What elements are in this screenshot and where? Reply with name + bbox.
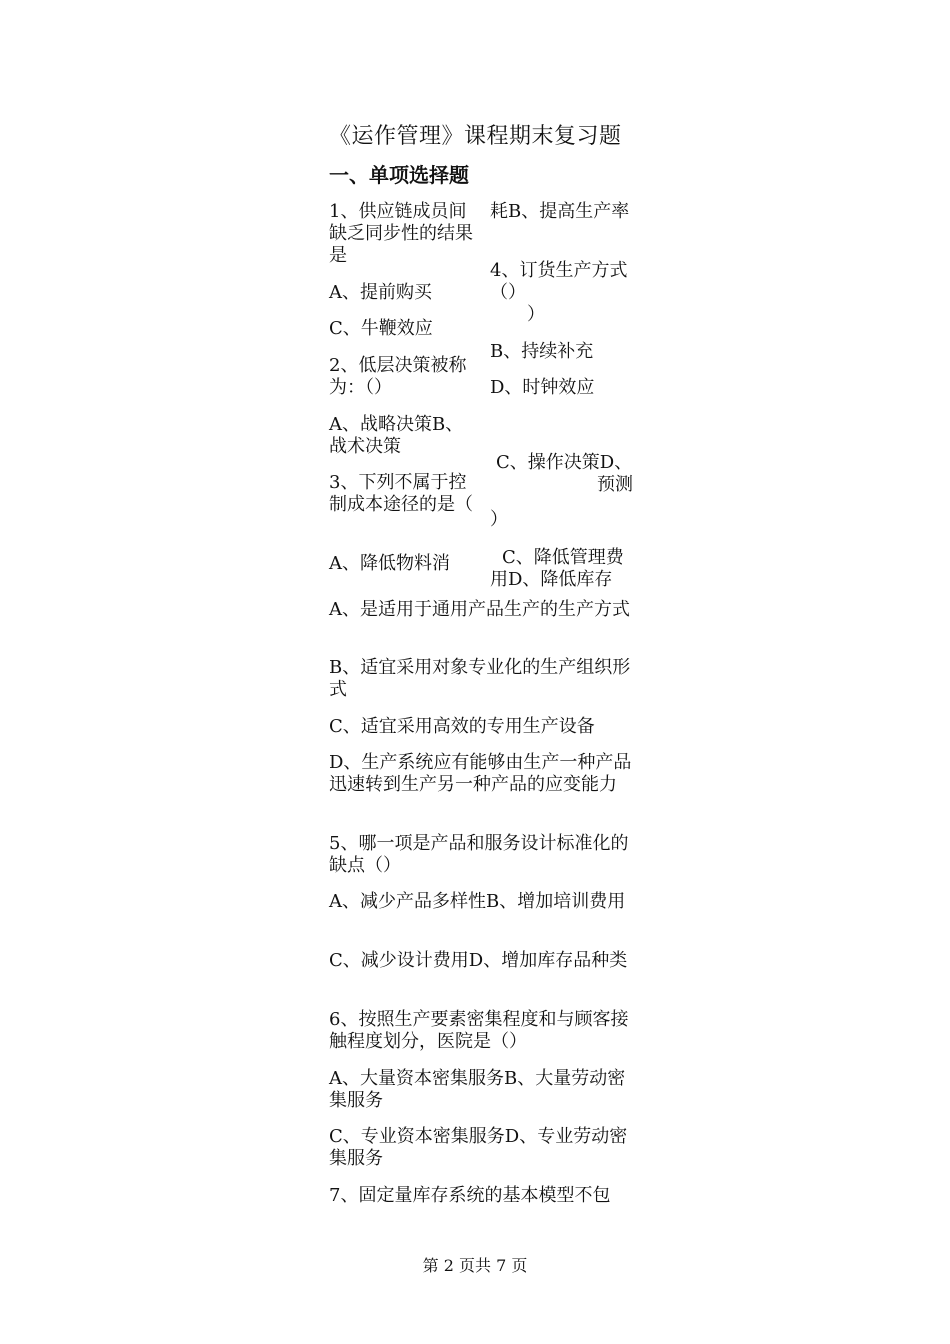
- question-4-option-d: D、生产系统应有能够由生产一种产品迅速转到生产另一种产品的应变能力: [329, 752, 632, 795]
- question-4-option-b: B、适宜采用对象专业化的生产组织形式: [329, 657, 631, 700]
- question-1-option-a: A、提前购买: [329, 282, 432, 303]
- question-5-options-cd: C、减少设计费用D、增加库存品种类: [329, 950, 628, 971]
- question-6: 6、按照生产要素密集程度和与顾客接触程度划分，医院是（）: [329, 1009, 629, 1052]
- section-heading: 一、单项选择题: [329, 163, 469, 187]
- question-2-option-d: 预测: [597, 474, 633, 495]
- question-4-paren: ）: [527, 304, 545, 325]
- question-1: 1、供应链成员间缺乏同步性的结果是: [329, 201, 473, 266]
- question-4-option-c: C、适宜采用高效的专用生产设备: [329, 716, 595, 737]
- question-3-options-cd: C、降低管理费用D、降低库存: [490, 547, 624, 590]
- question-2-option-c: C、操作决策D、: [496, 452, 633, 473]
- question-1-option-d: D、时钟效应: [490, 377, 595, 398]
- question-1-option-c: C、牛鞭效应: [329, 318, 433, 339]
- page-title: 《运作管理》课程期末复习题: [329, 124, 622, 149]
- question-7: 7、固定量库存系统的基本模型不包: [329, 1185, 611, 1206]
- question-4: 4、订货生产方式（）: [490, 260, 628, 303]
- question-2-options-ab: A、战略决策B、战术决策: [329, 414, 464, 457]
- question-3-option-b: 耗B、提高生产率: [490, 201, 630, 222]
- question-3: 3、下列不属于控制成本途径的是（: [329, 472, 473, 515]
- question-6-options-cd: C、专业资本密集服务D、专业劳动密集服务: [329, 1126, 628, 1169]
- question-4-option-a: A、是适用于通用产品生产的生产方式: [329, 599, 630, 620]
- question-3-paren: ）: [490, 509, 508, 530]
- question-1-option-b: B、持续补充: [490, 341, 594, 362]
- question-5: 5、哪一项是产品和服务设计标准化的缺点（）: [329, 833, 629, 876]
- page-footer: 第 2 页共 7 页: [422, 1256, 528, 1275]
- question-2: 2、低层决策被称为：（）: [329, 355, 467, 398]
- question-5-options-ab: A、减少产品多样性B、增加培训费用: [329, 891, 626, 912]
- question-3-option-a: A、降低物料消: [329, 553, 450, 574]
- question-6-options-ab: A、大量资本密集服务B、大量劳动密集服务: [329, 1068, 626, 1111]
